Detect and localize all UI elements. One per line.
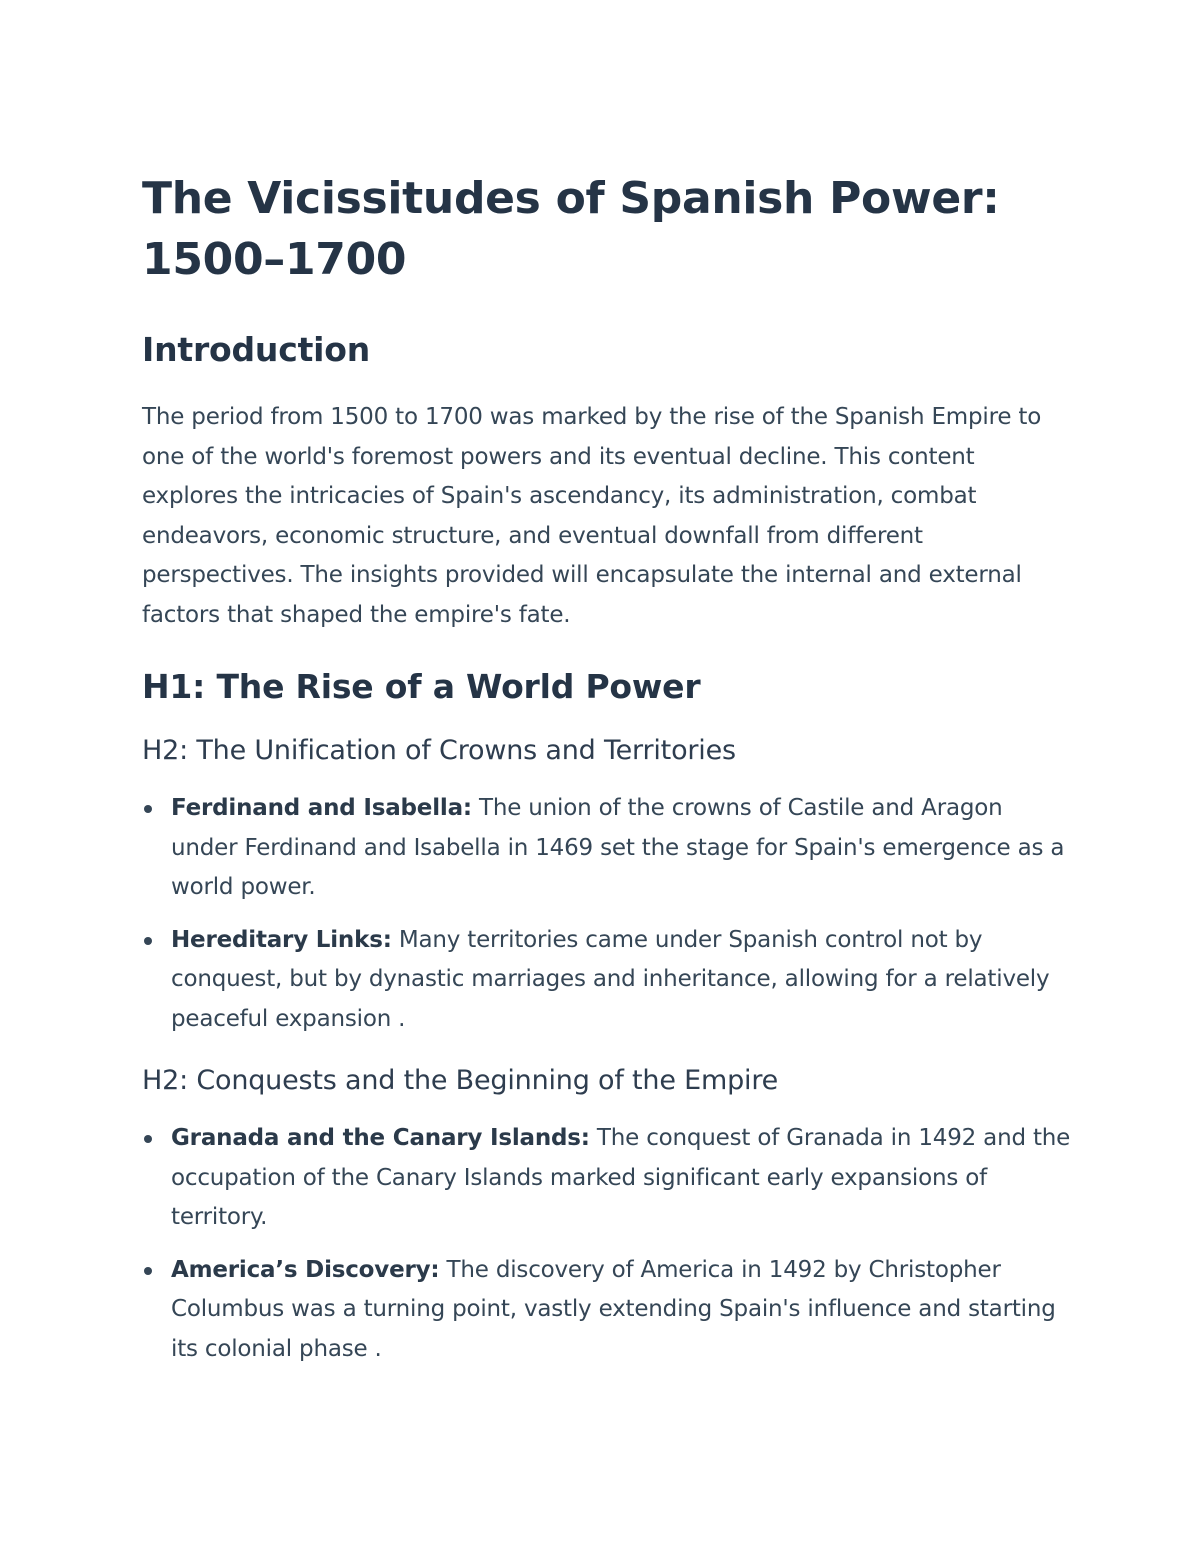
bullet-dot-icon — [144, 1135, 152, 1143]
list-item — [142, 1119, 1072, 1238]
list-item — [142, 1251, 1072, 1370]
document-title — [142, 168, 1072, 290]
bullet-text: The conquest of Granada in 1492 and the occupation of the Canary Islands marked significant early expansions of territory. — [171, 1125, 1071, 1230]
introduction-heading: Introduction — [142, 330, 371, 369]
rise-of-world-power-heading: H1: The Rise of a World Power — [142, 667, 701, 706]
bullet-term: America’s Discovery: — [171, 1256, 440, 1283]
conquests-bullet-list — [142, 1119, 1072, 1369]
bullet-dot-icon — [144, 937, 152, 945]
bullet-dot-icon — [144, 805, 152, 813]
list-item — [142, 921, 1072, 1040]
bullet-text: The discovery of America in 1492 by Christopher Columbus was a turning point, vastly extending Spain's influence and starting its colonial phase . — [171, 1256, 1056, 1362]
unification-bullet-list — [142, 789, 1072, 1039]
bullet-text: The union of the crowns of Castile and Aragon under Ferdinand and Isabella in 1469 set the stage for Spain's emergence as a world power. — [171, 795, 1065, 900]
unification-subheading: H2: The Unification of Crowns and Territories — [142, 735, 736, 766]
document-title-line-2: 1500–1700 — [142, 234, 407, 285]
bullet-term: Hereditary Links: — [171, 926, 392, 953]
document-title-line-1: The Vicissitudes of Spanish Power: — [142, 173, 1000, 224]
bullet-term: Granada and the Canary Islands: — [171, 1125, 590, 1151]
document-page — [142, 168, 1072, 1369]
conquests-subheading: H2: Conquests and the Beginning of the Empire — [142, 1065, 779, 1096]
bullet-term: Ferdinand and Isabella: — [171, 795, 472, 821]
bullet-dot-icon — [144, 1267, 152, 1275]
introduction-paragraph: The period from 1500 to 1700 was marked by the rise of the Spanish Empire to one of the world's foremost powers and its eventual decline. This content explores the intricacies of Spain's ascendancy, its administration, combat endeavors, economic structure, and eventual downfall from different perspectives. The insights provided will encapsulate the internal and external factors that shaped the empire's fate. — [142, 404, 1042, 628]
list-item — [142, 789, 1072, 908]
bullet-text: Many territories came under Spanish control not by conquest, but by dynastic marriages and inheritance, allowing for a relatively peaceful expansion . — [171, 926, 1050, 1032]
